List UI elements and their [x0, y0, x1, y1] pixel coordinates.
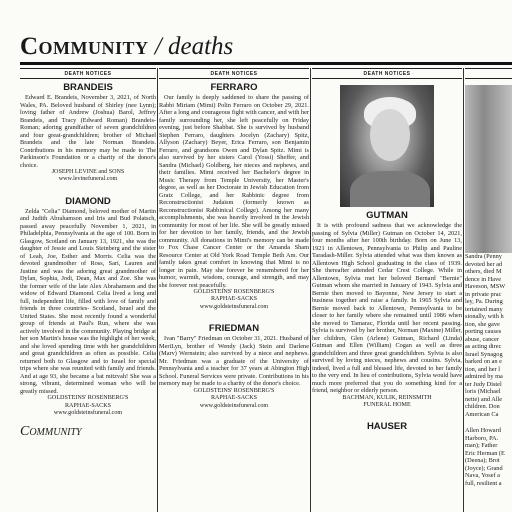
column-3: [312, 68, 462, 512]
partial-line: tion, she gave: [465, 320, 500, 328]
partial-line: nette) and Alle: [465, 395, 503, 403]
obituary-text: Ivan "Barry" Friedman on October 31, 2021. Husband of MeriLyn, brother of Wendy (Jack) Stein and Darlene (Marv) Wernstein; also survived by a niece and nephews. Mr. Friedman was a graduate of the University of Pennsylvania and a teacher for 37 years at Abington High School. Funeral Services were private. Contributions in his memory may be made to a charity of the donor's choice.: [159, 335, 309, 388]
obituary-photo: [340, 85, 434, 207]
partial-line: ley, Pa. During: [465, 298, 503, 305]
obituary-name: HAUSER: [366, 421, 408, 433]
section-separator: /: [154, 33, 162, 60]
obituary-text: It is with profound sadness that we acknowledge the passing of Sylvia (Miller) Gutman on October 14, 2021, four months after her 100th birthday. Born on June 13, 1921 in Allentown, Pennsylvania to Philip and Pauline Taradash-Miller. Sylvia attended what was then known as Allentown High School graduating in the class of 1939. She thereafter attended Cedar Crest College. While in Allentown, Sylvia met her beloved Bernard "Bernie" Gutman whom she married in January of 1943. Sylvia and Bernie then moved to Bayonne, New Jersey to start a business together and raise a family. In 1965 Sylvia and Bernie moved back to Allentown, Pennsylvania to be closer to her family where she remained until 1986 when she moved to Tamarac, Florida until her recent passing. Sylvia is survived by her brother, Norman (Maxine) Miller, her children, Glen (Arlene) Gutman, Richard (Linda) Gutman and Ellen (William) Cogan as well as three grandchildren and three great grandchildren. Sylvia is also survived by loving nieces, nephews and cousins. Sylvia, indeed, lived a full and blessed life, devoted to her family to the very end. In lieu of contributions, Sylvia would have much more preferred that you do something kind for a friend, neighbor or elderly person.: [312, 222, 462, 394]
partial-line: Harboro, PA.: [465, 434, 499, 442]
partial-line: Eric Herman (E: [465, 449, 505, 457]
partial-line: sionally, with h: [465, 313, 504, 320]
partial-line: Sandra (Penny: [465, 253, 502, 260]
obituary-name: FERRARO: [210, 82, 258, 93]
partial-line: Israel Synagog: [465, 350, 503, 358]
death-notices-tag: DEATH NOTICES: [312, 68, 462, 79]
header-rule: [20, 62, 512, 65]
partial-line: admired by ma: [465, 373, 503, 380]
partial-line: man); Father: [465, 442, 498, 449]
partial-obituary-text: [465, 427, 512, 487]
partial-line: devoted her ad: [465, 260, 503, 268]
funeral-home: GOLDSTEINS' ROSENBERG'S: [193, 289, 275, 295]
funeral-home: RAPHAE-SACKS: [64, 402, 112, 409]
column-divider: [157, 68, 158, 512]
partial-line: (Joyce); Grand: [465, 464, 503, 472]
section-header: [20, 32, 233, 62]
partial-line: tertained many: [465, 305, 503, 313]
funeral-home: RAPHAE-SACKS: [210, 395, 258, 402]
column-divider: [310, 68, 311, 512]
funeral-home: GOLDSTEINS' ROSENBERG'S: [47, 395, 129, 402]
partial-line: in private prac: [465, 290, 502, 298]
partial-line: barked on an e: [465, 358, 502, 365]
partial-line: Nava, Yosef a: [465, 472, 500, 479]
death-notices-tag: DEATH NOTICES: [159, 68, 309, 79]
partial-line: others, died M: [465, 268, 502, 275]
partial-obituary-text: [465, 253, 512, 418]
partial-line: full, resilient a: [465, 479, 502, 487]
partial-line: tion, and her l: [465, 365, 500, 373]
next-section-title: Community: [20, 423, 82, 439]
section-title: Community: [20, 33, 149, 60]
partial-line: as acting direc: [465, 343, 502, 350]
section-subtitle: deaths: [168, 33, 234, 60]
partial-line: loris (Michael: [465, 388, 501, 395]
funeral-home: RAPHAE-SACKS: [210, 296, 258, 303]
partial-line: dence in Have: [465, 275, 502, 283]
funeral-home-url[interactable]: www.goldsteinsfuneral.com: [53, 410, 123, 417]
funeral-home-url[interactable]: www.goldsteinsfuneral.com: [199, 402, 269, 409]
partial-line: American Ca: [465, 410, 499, 418]
death-notices-tag: [465, 68, 512, 79]
obituary-name: GUTMAN: [366, 210, 408, 221]
obituary-photo: [465, 85, 512, 253]
partial-line: (Deena); Brot: [465, 457, 500, 464]
obituary-text: Edward E. Brandeis, November 3, 2021, of North Wales, PA. Beloved husband of Shirley (nee Lynn); loving father of Andrew (Joshua) Barol, Jeffrey Brandeis, and Tracy (Edward Roman) Brandeis-Roman; adoring grandfather of seven grandchildren and four great-grandchildren; brother of Michael Brandeis and the late Norman Brandeis. Contributions in his memory may be made to The Parkinson's Foundation or a charity of the donor's choice.: [20, 94, 156, 169]
partial-line: abuse, cancer: [465, 335, 499, 343]
obituary-text: Zelda "Celia" Diamond, beloved mother of Martin and Judith Abrahamson and Iris and Bud Polatsch, passed away peacefully November 1, 2021, in Philadelphia, Pennsylvania at the age of 100. Born in Glasgow, Scotland on January 13, 1921, she was the daughter of Jessie and Louis Steinberg and the sister of Leah, Joe, Esther and Morris. Celia was the devoted grandmother of Ross, Sari, Lauren and Justine and was the adoring great grandmother of Dylan, Sophia, Jodi, Dean, Max and Zoe. She was the former wife of the late Alex Abrahamson and the widow of Edward Diamond. Celia lived a long and full, independent life, filled with love of family and friends in three countries- Scotland, Israel and the United States. She most recently found a wonderful group of friends at Paul's Run, where she was actively involved in the community. Playing bridge at her son Martin's house was the highlight of her week, and she loved spending time with her grandchildren and great grandchildren as often as possible. Celia returned both to Glasgow and to Israel for special trips where she was reunited with family and friends. And at age 93, she became a bat mitzvah! She was a strong, vibrant, determined woman who will be greatly missed.: [20, 207, 156, 395]
partial-line: Haveson, MSW: [465, 283, 506, 290]
death-notices-tag: DEATH NOTICES: [20, 68, 156, 79]
funeral-home: GOLDSTEINS' ROSENBERG'S: [193, 387, 275, 394]
partial-line: children. Don: [465, 403, 500, 410]
column-divider: [463, 68, 464, 512]
funeral-home: FUNERAL HOME: [363, 401, 411, 408]
funeral-home-url[interactable]: www.levinefuneral.com: [58, 176, 118, 183]
partial-line: porting causes: [465, 328, 502, 335]
obituary-text: Our family is deeply saddened to share the passing of Rabbi Miriam (Mimi) Polin Ferraro on October 29, 2021. After a long and courageous fight with cancer, and with her family surrounding her, she left peacefully on Friday evening, just before Shabbat. She is survived by husband Stephen Ferraro, daughters Jocelyn (Zachary) Spitz, Allyson (Zachary) Beyer, Erica Ferraro, son Benjamin Ferraro, and grandsons Owen and Dylan Spitz. Mimi is also survived by her sisters Carol (Yossi) Sheffer, and Sandra (Michael) Goldberg, her nieces and nephews, and their families. Mimi received her Bachelor's degree in Music Therapy from Temple University, her Master's degree, as well as her Doctorate in Jewish Education from Gratz College, and her Rabbinic degree from Reconstructionist Judaism (formerly known as Reconstructionist Rabbinical College). Among her many accomplishments, she was heavily involved in the Jewish community for most of her life. She will be greatly missed for her devotion to her family, friends, and the Jewish community. All donations in Mimi's memory can be made to Fox Chase Cancer Center or the Amanda Sham Resource Center at Old York Road Temple Beth Am. Our family takes great comfort in knowing that Mimi is no longer in pain. May she forever be remembered for her humor, warmth, wisdom, courage, and strength, and may she forever rest peacefully.: [159, 94, 309, 289]
obituary-name: BRANDEIS: [63, 82, 113, 93]
partial-line: Allen Howard: [465, 427, 501, 434]
funeral-home: BACHMAN, KULIK, REINSMITH: [342, 394, 432, 401]
obituary-name: FRIEDMAN: [208, 323, 260, 335]
partial-line: ter Judy Distel: [465, 380, 502, 388]
funeral-home-url[interactable]: www.goldsteinsfuneral.com: [199, 303, 269, 310]
column-2: [159, 68, 309, 512]
column-1: [20, 68, 156, 512]
column-4-partial: [465, 68, 512, 512]
obituary-name: DIAMOND: [65, 195, 111, 207]
funeral-home: JOSEPH LEVINE and SONS: [51, 169, 125, 175]
